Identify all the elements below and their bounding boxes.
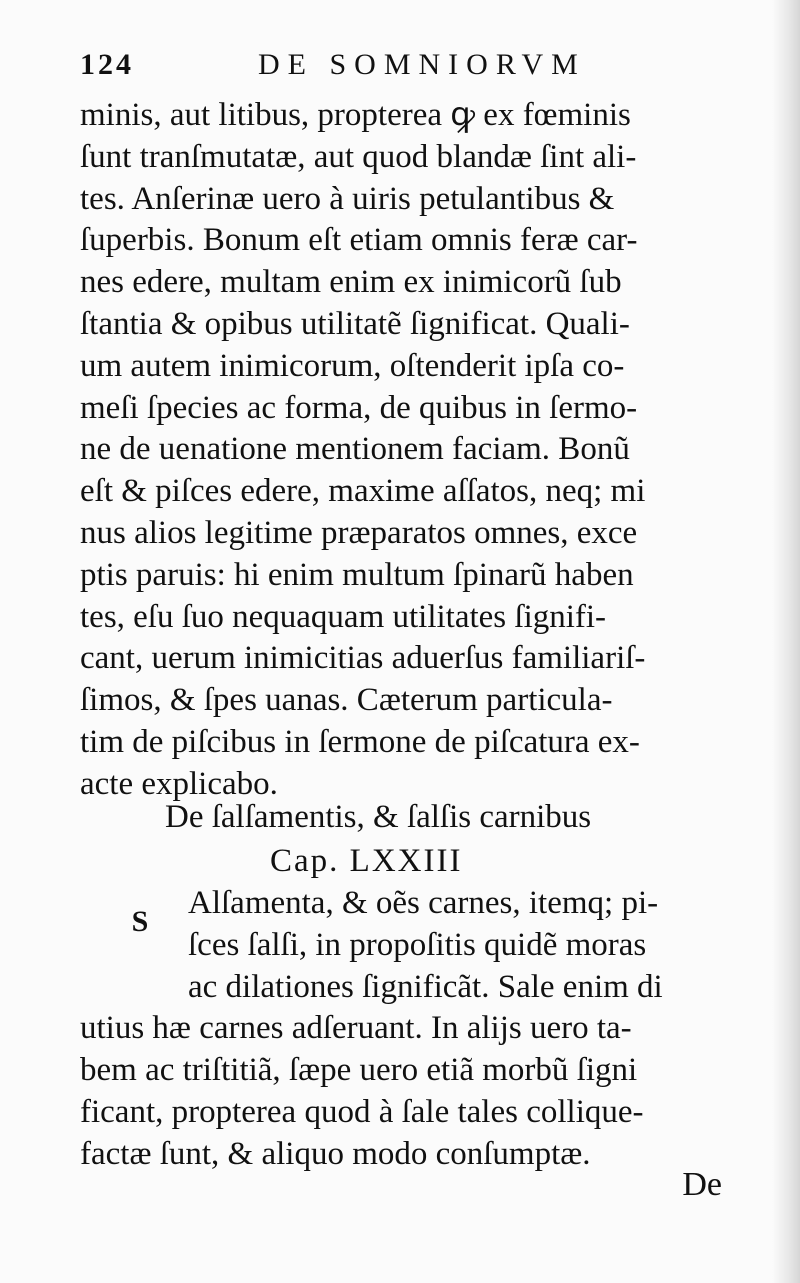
text-line: utius hæ carnes adſeruant. In alijs uero ta- — [80, 1010, 632, 1047]
text-line: ac dilationes ſignificãt. Sale enim di — [188, 968, 663, 1005]
text-line: um autem inimicorum, oſtenderit ipſa co- — [80, 347, 625, 384]
text-line: ſunt tranſmutatæ, aut quod blandæ ſint ali- — [80, 138, 637, 175]
text-line: ſuperbis. Bonum eſt etiam omnis feræ car- — [80, 222, 638, 259]
text-line: cant, uerum inimicitias aduerſus familiariſ- — [80, 640, 646, 677]
text-line: ptis paruis: hi enim multum ſpinarũ haben — [80, 556, 634, 593]
chapter-heading — [165, 795, 705, 883]
text-line: tim de piſcibus in ſermone de piſcatura ex- — [80, 723, 640, 760]
text-line: meſi ſpecies ac forma, de quibus in ſermo- — [80, 389, 638, 426]
chapter-text — [80, 883, 720, 1176]
text-line: minis, aut litibus, propterea ꝙ ex fœminis — [80, 97, 631, 133]
text-line: eſt & piſces edere, maxime aſſatos, neq; mi — [80, 473, 646, 510]
drop-cap: S — [131, 905, 149, 938]
text-line: bem ac triſtitiã, ſæpe uero etiã morbũ ſigni — [80, 1052, 638, 1089]
text-line: tes, eſu ſuo nequaquam utilitates ſignifi- — [80, 598, 607, 635]
text-line: ſces ſalſi, in propoſitis quidẽ moras — [188, 926, 647, 963]
text-line: acte explicabo. — [80, 765, 278, 802]
text-line: nus alios legitime præparatos omnes, exce — [80, 514, 638, 551]
text-line: ne de uenatione mentionem faciam. Bonũ — [80, 431, 630, 468]
text-line: nes edere, multam enim ex inimicorũ ſub — [80, 264, 622, 301]
text-line: ſtantia & opibus utilitatẽ ſignificat. Quali- — [80, 305, 630, 342]
body-text — [80, 95, 720, 806]
running-head: DE SOMNIORVM — [258, 48, 586, 81]
text-line: ſimos, & ſpes uanas. Cæterum particula- — [80, 682, 613, 719]
text-line: Alſamenta, & oẽs carnes, itemq; pi- — [188, 885, 659, 921]
chapter-title: De ſalſamentis, & ſalſis carnibus — [165, 799, 592, 835]
page-header — [80, 48, 640, 88]
page-edge-shadow — [772, 0, 800, 1283]
text-line: tes. Anſerinæ uero à uiris petulantibus & — [80, 180, 615, 217]
catchword: De — [682, 1166, 722, 1203]
text-line: factæ ſunt, & aliquo modo conſumptæ. — [80, 1135, 591, 1172]
chapter-number: Cap. LXXIII — [270, 843, 463, 879]
page-number: 124 — [80, 48, 134, 81]
text-line: ficant, propterea quod à ſale tales collique- — [80, 1093, 644, 1130]
